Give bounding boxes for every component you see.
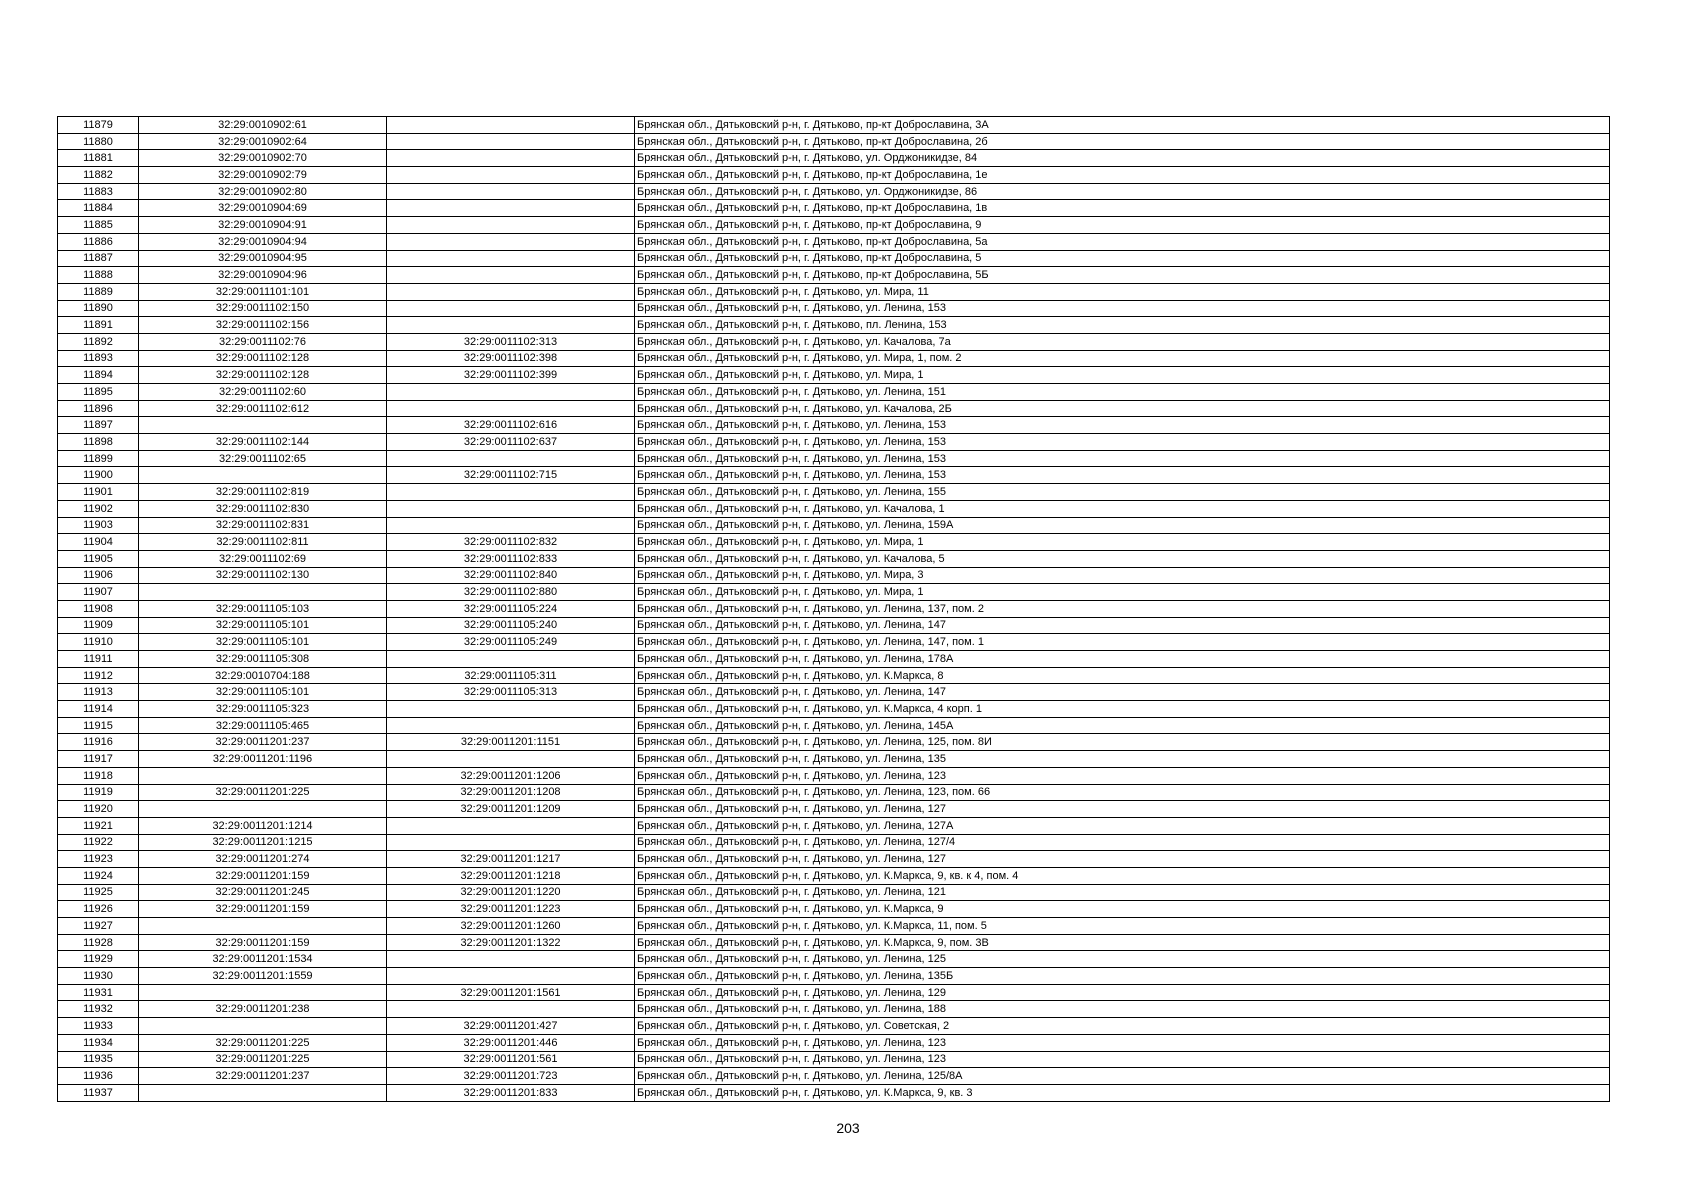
address-cell: Брянская обл., Дятьковский р-н, г. Дятьково, ул. Ленина, 127	[635, 801, 1610, 818]
row-number-cell: 11920	[58, 801, 139, 818]
table-row	[58, 384, 1610, 401]
address-cell: Брянская обл., Дятьковский р-н, г. Дятьково, ул. Мира, 1	[635, 367, 1610, 384]
cadastral-number-cell: 32:29:0011102:144	[139, 434, 387, 451]
row-number-cell: 11885	[58, 217, 139, 234]
address-cell: Брянская обл., Дятьковский р-н, г. Дятьково, ул. Ленина, 155	[635, 484, 1610, 501]
table-row	[58, 701, 1610, 718]
cadastral-number-cell: 32:29:0011201:237	[139, 1068, 387, 1085]
table-row	[58, 133, 1610, 150]
cadastral-number-cell: 32:29:0011102:128	[139, 350, 387, 367]
related-cadastral-number-cell: 32:29:0011102:840	[387, 567, 635, 584]
related-cadastral-number-cell: 32:29:0011201:833	[387, 1084, 635, 1101]
related-cadastral-number-cell	[387, 450, 635, 467]
cadastral-number-cell: 32:29:0011101:101	[139, 283, 387, 300]
address-cell: Брянская обл., Дятьковский р-н, г. Дятьково, ул. К.Маркса, 9, кв. 3	[635, 1084, 1610, 1101]
related-cadastral-number-cell: 32:29:0011102:833	[387, 550, 635, 567]
row-number-cell: 11894	[58, 367, 139, 384]
table-row	[58, 717, 1610, 734]
address-cell: Брянская обл., Дятьковский р-н, г. Дятьково, ул. Мира, 1, пом. 2	[635, 350, 1610, 367]
table-row	[58, 217, 1610, 234]
cadastral-number-cell: 32:29:0011102:60	[139, 384, 387, 401]
cadastral-number-cell: 32:29:0011105:308	[139, 651, 387, 668]
table-row	[58, 834, 1610, 851]
related-cadastral-number-cell	[387, 167, 635, 184]
table-row	[58, 467, 1610, 484]
cadastral-number-cell: 32:29:0011201:245	[139, 884, 387, 901]
related-cadastral-number-cell: 32:29:0011201:1218	[387, 867, 635, 884]
related-cadastral-number-cell: 32:29:0011201:446	[387, 1034, 635, 1051]
address-cell: Брянская обл., Дятьковский р-н, г. Дятьково, ул. Ленина, 127/4	[635, 834, 1610, 851]
address-cell: Брянская обл., Дятьковский р-н, г. Дятьково, ул. Ленина, 178А	[635, 651, 1610, 668]
table-row	[58, 1068, 1610, 1085]
cadastral-number-cell: 32:29:0011102:76	[139, 333, 387, 350]
row-number-cell: 11926	[58, 901, 139, 918]
related-cadastral-number-cell	[387, 233, 635, 250]
table-row	[58, 484, 1610, 501]
related-cadastral-number-cell	[387, 651, 635, 668]
table-row	[58, 634, 1610, 651]
table-row	[58, 117, 1610, 134]
cadastral-number-cell: 32:29:0011102:65	[139, 450, 387, 467]
table-row	[58, 534, 1610, 551]
address-cell: Брянская обл., Дятьковский р-н, г. Дятьково, ул. Орджоникидзе, 84	[635, 150, 1610, 167]
cadastral-number-cell: 32:29:0011201:1196	[139, 751, 387, 768]
cadastral-number-cell: 32:29:0010902:80	[139, 183, 387, 200]
cadastral-number-cell: 32:29:0011102:156	[139, 317, 387, 334]
row-number-cell: 11921	[58, 817, 139, 834]
related-cadastral-number-cell	[387, 951, 635, 968]
row-number-cell: 11896	[58, 400, 139, 417]
cadastral-number-cell: 32:29:0011201:159	[139, 934, 387, 951]
table-row	[58, 150, 1610, 167]
row-number-cell: 11928	[58, 934, 139, 951]
table-row	[58, 984, 1610, 1001]
table-row	[58, 517, 1610, 534]
related-cadastral-number-cell: 32:29:0011201:1206	[387, 767, 635, 784]
row-number-cell: 11883	[58, 183, 139, 200]
address-cell: Брянская обл., Дятьковский р-н, г. Дятьково, ул. Ленина, 153	[635, 417, 1610, 434]
cadastral-number-cell: 32:29:0011201:1559	[139, 968, 387, 985]
related-cadastral-number-cell: 32:29:0011102:398	[387, 350, 635, 367]
table-row	[58, 584, 1610, 601]
address-cell: Брянская обл., Дятьковский р-н, г. Дятьково, ул. Ленина, 125, пом. 8И	[635, 734, 1610, 751]
address-cell: Брянская обл., Дятьковский р-н, г. Дятьково, ул. Ленина, 153	[635, 300, 1610, 317]
address-cell: Брянская обл., Дятьковский р-н, г. Дятьково, ул. Мира, 1	[635, 584, 1610, 601]
cadastral-number-cell	[139, 1018, 387, 1035]
address-cell: Брянская обл., Дятьковский р-н, г. Дятьково, ул. Ленина, 127	[635, 851, 1610, 868]
address-cell: Брянская обл., Дятьковский р-н, г. Дятьково, ул. Ленина, 153	[635, 467, 1610, 484]
cadastral-number-cell: 32:29:0010902:64	[139, 133, 387, 150]
address-cell: Брянская обл., Дятьковский р-н, г. Дятьково, ул. Ленина, 147	[635, 617, 1610, 634]
row-number-cell: 11898	[58, 434, 139, 451]
related-cadastral-number-cell	[387, 183, 635, 200]
row-number-cell: 11916	[58, 734, 139, 751]
table-row	[58, 767, 1610, 784]
related-cadastral-number-cell: 32:29:0011102:616	[387, 417, 635, 434]
cadastral-number-cell: 32:29:0010904:91	[139, 217, 387, 234]
row-number-cell: 11907	[58, 584, 139, 601]
related-cadastral-number-cell: 32:29:0011201:1220	[387, 884, 635, 901]
address-cell: Брянская обл., Дятьковский р-н, г. Дятьково, пр-кт Доброславина, 5а	[635, 233, 1610, 250]
related-cadastral-number-cell	[387, 500, 635, 517]
cadastral-number-cell: 32:29:0011105:323	[139, 701, 387, 718]
related-cadastral-number-cell: 32:29:0011105:249	[387, 634, 635, 651]
cadastral-number-cell: 32:29:0010902:70	[139, 150, 387, 167]
row-number-cell: 11881	[58, 150, 139, 167]
cadastral-number-cell	[139, 801, 387, 818]
related-cadastral-number-cell: 32:29:0011201:1260	[387, 918, 635, 935]
table-row	[58, 500, 1610, 517]
table-row	[58, 667, 1610, 684]
registry-table	[57, 116, 1610, 1102]
related-cadastral-number-cell	[387, 250, 635, 267]
cadastral-number-cell: 32:29:0010902:61	[139, 117, 387, 134]
page-number: 203	[836, 1120, 860, 1136]
table-row	[58, 300, 1610, 317]
cadastral-number-cell: 32:29:0011102:150	[139, 300, 387, 317]
related-cadastral-number-cell	[387, 200, 635, 217]
table-row	[58, 817, 1610, 834]
cadastral-number-cell: 32:29:0011105:465	[139, 717, 387, 734]
row-number-cell: 11903	[58, 517, 139, 534]
address-cell: Брянская обл., Дятьковский р-н, г. Дятьково, ул. К.Маркса, 9, пом. 3В	[635, 934, 1610, 951]
related-cadastral-number-cell: 32:29:0011105:224	[387, 600, 635, 617]
row-number-cell: 11931	[58, 984, 139, 1001]
cadastral-number-cell: 32:29:0011201:237	[139, 734, 387, 751]
related-cadastral-number-cell: 32:29:0011105:313	[387, 684, 635, 701]
registry-table-body	[58, 117, 1610, 1102]
row-number-cell: 11897	[58, 417, 139, 434]
table-row	[58, 333, 1610, 350]
row-number-cell: 11904	[58, 534, 139, 551]
row-number-cell: 11905	[58, 550, 139, 567]
table-row	[58, 167, 1610, 184]
related-cadastral-number-cell	[387, 717, 635, 734]
row-number-cell: 11936	[58, 1068, 139, 1085]
address-cell: Брянская обл., Дятьковский р-н, г. Дятьково, ул. К.Маркса, 9	[635, 901, 1610, 918]
address-cell: Брянская обл., Дятьковский р-н, г. Дятьково, ул. Ленина, 188	[635, 1001, 1610, 1018]
address-cell: Брянская обл., Дятьковский р-н, г. Дятьково, ул. К.Маркса, 11, пом. 5	[635, 918, 1610, 935]
row-number-cell: 11882	[58, 167, 139, 184]
cadastral-number-cell: 32:29:0011201:159	[139, 901, 387, 918]
table-row	[58, 417, 1610, 434]
table-row	[58, 567, 1610, 584]
related-cadastral-number-cell: 32:29:0011201:1217	[387, 851, 635, 868]
address-cell: Брянская обл., Дятьковский р-н, г. Дятьково, ул. К.Маркса, 4 корп. 1	[635, 701, 1610, 718]
table-row	[58, 851, 1610, 868]
address-cell: Брянская обл., Дятьковский р-н, г. Дятьково, ул. Ленина, 123, пом. 66	[635, 784, 1610, 801]
address-cell: Брянская обл., Дятьковский р-н, г. Дятьково, ул. Ленина, 151	[635, 384, 1610, 401]
address-cell: Брянская обл., Дятьковский р-н, г. Дятьково, ул. Качалова, 2Б	[635, 400, 1610, 417]
table-row	[58, 884, 1610, 901]
related-cadastral-number-cell: 32:29:0011105:311	[387, 667, 635, 684]
row-number-cell: 11910	[58, 634, 139, 651]
related-cadastral-number-cell: 32:29:0011201:723	[387, 1068, 635, 1085]
table-row	[58, 734, 1610, 751]
cadastral-number-cell: 32:29:0011102:819	[139, 484, 387, 501]
address-cell: Брянская обл., Дятьковский р-н, г. Дятьково, ул. Ленина, 153	[635, 450, 1610, 467]
related-cadastral-number-cell	[387, 1001, 635, 1018]
table-row	[58, 1001, 1610, 1018]
address-cell: Брянская обл., Дятьковский р-н, г. Дятьково, ул. Ленина, 135	[635, 751, 1610, 768]
address-cell: Брянская обл., Дятьковский р-н, г. Дятьково, ул. Ленина, 125	[635, 951, 1610, 968]
related-cadastral-number-cell: 32:29:0011102:399	[387, 367, 635, 384]
row-number-cell: 11899	[58, 450, 139, 467]
row-number-cell: 11906	[58, 567, 139, 584]
address-cell: Брянская обл., Дятьковский р-н, г. Дятьково, ул. Качалова, 1	[635, 500, 1610, 517]
related-cadastral-number-cell	[387, 517, 635, 534]
table-row	[58, 918, 1610, 935]
related-cadastral-number-cell: 32:29:0011201:1209	[387, 801, 635, 818]
related-cadastral-number-cell	[387, 400, 635, 417]
address-cell: Брянская обл., Дятьковский р-н, г. Дятьково, ул. Ленина, 125/8А	[635, 1068, 1610, 1085]
address-cell: Брянская обл., Дятьковский р-н, г. Дятьково, ул. Мира, 3	[635, 567, 1610, 584]
row-number-cell: 11890	[58, 300, 139, 317]
table-row	[58, 550, 1610, 567]
table-row	[58, 684, 1610, 701]
row-number-cell: 11927	[58, 918, 139, 935]
address-cell: Брянская обл., Дятьковский р-н, г. Дятьково, ул. Ленина, 147	[635, 684, 1610, 701]
related-cadastral-number-cell	[387, 300, 635, 317]
address-cell: Брянская обл., Дятьковский р-н, г. Дятьково, пр-кт Доброславина, 5Б	[635, 267, 1610, 284]
table-row	[58, 600, 1610, 617]
address-cell: Брянская обл., Дятьковский р-н, г. Дятьково, пр-кт Доброславина, 3А	[635, 117, 1610, 134]
related-cadastral-number-cell: 32:29:0011105:240	[387, 617, 635, 634]
row-number-cell: 11934	[58, 1034, 139, 1051]
cadastral-number-cell	[139, 417, 387, 434]
address-cell: Брянская обл., Дятьковский р-н, г. Дятьково, пр-кт Доброславина, 5	[635, 250, 1610, 267]
row-number-cell: 11888	[58, 267, 139, 284]
cadastral-number-cell: 32:29:0011105:101	[139, 617, 387, 634]
cadastral-number-cell: 32:29:0011201:1215	[139, 834, 387, 851]
row-number-cell: 11915	[58, 717, 139, 734]
cadastral-number-cell: 32:29:0011105:101	[139, 634, 387, 651]
related-cadastral-number-cell	[387, 267, 635, 284]
table-row	[58, 801, 1610, 818]
cadastral-number-cell: 32:29:0011201:225	[139, 784, 387, 801]
table-row	[58, 350, 1610, 367]
table-row	[58, 450, 1610, 467]
table-row	[58, 434, 1610, 451]
cadastral-number-cell	[139, 984, 387, 1001]
address-cell: Брянская обл., Дятьковский р-н, г. Дятьково, пл. Ленина, 153	[635, 317, 1610, 334]
related-cadastral-number-cell	[387, 283, 635, 300]
row-number-cell: 11886	[58, 233, 139, 250]
address-cell: Брянская обл., Дятьковский р-н, г. Дятьково, ул. Ленина, 159А	[635, 517, 1610, 534]
address-cell: Брянская обл., Дятьковский р-н, г. Дятьково, ул. Ленина, 129	[635, 984, 1610, 1001]
row-number-cell: 11884	[58, 200, 139, 217]
related-cadastral-number-cell: 32:29:0011201:1223	[387, 901, 635, 918]
cadastral-number-cell: 32:29:0011201:238	[139, 1001, 387, 1018]
row-number-cell: 11922	[58, 834, 139, 851]
address-cell: Брянская обл., Дятьковский р-н, г. Дятьково, ул. Ленина, 145А	[635, 717, 1610, 734]
table-row	[58, 250, 1610, 267]
row-number-cell: 11911	[58, 651, 139, 668]
related-cadastral-number-cell	[387, 817, 635, 834]
address-cell: Брянская обл., Дятьковский р-н, г. Дятьково, ул. Ленина, 121	[635, 884, 1610, 901]
related-cadastral-number-cell: 32:29:0011102:313	[387, 333, 635, 350]
table-row	[58, 784, 1610, 801]
row-number-cell: 11879	[58, 117, 139, 134]
table-row	[58, 1084, 1610, 1101]
table-row	[58, 951, 1610, 968]
cadastral-number-cell: 32:29:0011102:128	[139, 367, 387, 384]
row-number-cell: 11935	[58, 1051, 139, 1068]
table-row	[58, 400, 1610, 417]
table-row	[58, 233, 1610, 250]
cadastral-number-cell: 32:29:0010704:188	[139, 667, 387, 684]
row-number-cell: 11880	[58, 133, 139, 150]
row-number-cell: 11889	[58, 283, 139, 300]
row-number-cell: 11908	[58, 600, 139, 617]
related-cadastral-number-cell	[387, 317, 635, 334]
cadastral-number-cell: 32:29:0011102:130	[139, 567, 387, 584]
row-number-cell: 11923	[58, 851, 139, 868]
related-cadastral-number-cell	[387, 968, 635, 985]
table-row	[58, 867, 1610, 884]
address-cell: Брянская обл., Дятьковский р-н, г. Дятьково, ул. Ленина, 137, пом. 2	[635, 600, 1610, 617]
row-number-cell: 11919	[58, 784, 139, 801]
cadastral-number-cell: 32:29:0011201:1534	[139, 951, 387, 968]
address-cell: Брянская обл., Дятьковский р-н, г. Дятьково, ул. Ленина, 123	[635, 1051, 1610, 1068]
cadastral-number-cell: 32:29:0011201:274	[139, 851, 387, 868]
cadastral-number-cell	[139, 467, 387, 484]
row-number-cell: 11924	[58, 867, 139, 884]
cadastral-number-cell: 32:29:0010904:94	[139, 233, 387, 250]
related-cadastral-number-cell: 32:29:0011201:1322	[387, 934, 635, 951]
related-cadastral-number-cell: 32:29:0011201:1208	[387, 784, 635, 801]
related-cadastral-number-cell: 32:29:0011201:1151	[387, 734, 635, 751]
related-cadastral-number-cell: 32:29:0011102:637	[387, 434, 635, 451]
row-number-cell: 11887	[58, 250, 139, 267]
address-cell: Брянская обл., Дятьковский р-н, г. Дятьково, ул. К.Маркса, 8	[635, 667, 1610, 684]
address-cell: Брянская обл., Дятьковский р-н, г. Дятьково, ул. Мира, 11	[635, 283, 1610, 300]
table-row	[58, 617, 1610, 634]
address-cell: Брянская обл., Дятьковский р-н, г. Дятьково, пр-кт Доброславина, 9	[635, 217, 1610, 234]
row-number-cell: 11909	[58, 617, 139, 634]
related-cadastral-number-cell	[387, 150, 635, 167]
row-number-cell: 11902	[58, 500, 139, 517]
related-cadastral-number-cell: 32:29:0011102:832	[387, 534, 635, 551]
table-row	[58, 968, 1610, 985]
row-number-cell: 11914	[58, 701, 139, 718]
related-cadastral-number-cell: 32:29:0011102:880	[387, 584, 635, 601]
address-cell: Брянская обл., Дятьковский р-н, г. Дятьково, ул. Ленина, 135Б	[635, 968, 1610, 985]
cadastral-number-cell: 32:29:0011201:159	[139, 867, 387, 884]
table-row	[58, 267, 1610, 284]
row-number-cell: 11930	[58, 968, 139, 985]
related-cadastral-number-cell	[387, 117, 635, 134]
cadastral-number-cell: 32:29:0011102:69	[139, 550, 387, 567]
cadastral-number-cell: 32:29:0011102:811	[139, 534, 387, 551]
address-cell: Брянская обл., Дятьковский р-н, г. Дятьково, ул. Ленина, 123	[635, 767, 1610, 784]
related-cadastral-number-cell: 32:29:0011102:715	[387, 467, 635, 484]
related-cadastral-number-cell	[387, 484, 635, 501]
address-cell: Брянская обл., Дятьковский р-н, г. Дятьково, пр-кт Доброславина, 1е	[635, 167, 1610, 184]
address-cell: Брянская обл., Дятьковский р-н, г. Дятьково, ул. Советская, 2	[635, 1018, 1610, 1035]
table-row	[58, 901, 1610, 918]
address-cell: Брянская обл., Дятьковский р-н, г. Дятьково, ул. Ленина, 123	[635, 1034, 1610, 1051]
related-cadastral-number-cell: 32:29:0011201:1561	[387, 984, 635, 1001]
related-cadastral-number-cell	[387, 384, 635, 401]
table-row	[58, 317, 1610, 334]
related-cadastral-number-cell	[387, 701, 635, 718]
related-cadastral-number-cell	[387, 834, 635, 851]
table-row	[58, 1018, 1610, 1035]
cadastral-number-cell: 32:29:0011201:225	[139, 1034, 387, 1051]
row-number-cell: 11900	[58, 467, 139, 484]
table-row	[58, 367, 1610, 384]
cadastral-number-cell: 32:29:0011105:103	[139, 600, 387, 617]
address-cell: Брянская обл., Дятьковский р-н, г. Дятьково, ул. Качалова, 5	[635, 550, 1610, 567]
table-row	[58, 934, 1610, 951]
address-cell: Брянская обл., Дятьковский р-н, г. Дятьково, ул. Мира, 1	[635, 534, 1610, 551]
address-cell: Брянская обл., Дятьковский р-н, г. Дятьково, ул. Ленина, 153	[635, 434, 1610, 451]
address-cell: Брянская обл., Дятьковский р-н, г. Дятьково, пр-кт Доброславина, 2б	[635, 133, 1610, 150]
cadastral-number-cell: 32:29:0011201:1214	[139, 817, 387, 834]
address-cell: Брянская обл., Дятьковский р-н, г. Дятьково, ул. Качалова, 7а	[635, 333, 1610, 350]
cadastral-number-cell	[139, 584, 387, 601]
table-row	[58, 283, 1610, 300]
cadastral-number-cell	[139, 1084, 387, 1101]
row-number-cell: 11929	[58, 951, 139, 968]
cadastral-number-cell: 32:29:0011105:101	[139, 684, 387, 701]
row-number-cell: 11912	[58, 667, 139, 684]
row-number-cell: 11933	[58, 1018, 139, 1035]
cadastral-number-cell: 32:29:0010904:96	[139, 267, 387, 284]
address-cell: Брянская обл., Дятьковский р-н, г. Дятьково, ул. К.Маркса, 9, кв. к 4, пом. 4	[635, 867, 1610, 884]
cadastral-number-cell	[139, 918, 387, 935]
cadastral-number-cell: 32:29:0011102:612	[139, 400, 387, 417]
row-number-cell: 11892	[58, 333, 139, 350]
row-number-cell: 11925	[58, 884, 139, 901]
address-cell: Брянская обл., Дятьковский р-н, г. Дятьково, ул. Ленина, 127А	[635, 817, 1610, 834]
table-row	[58, 1034, 1610, 1051]
cadastral-number-cell: 32:29:0010902:79	[139, 167, 387, 184]
cadastral-number-cell: 32:29:0011201:225	[139, 1051, 387, 1068]
cadastral-number-cell	[139, 767, 387, 784]
row-number-cell: 11937	[58, 1084, 139, 1101]
cadastral-number-cell: 32:29:0011102:830	[139, 500, 387, 517]
table-row	[58, 183, 1610, 200]
row-number-cell: 11893	[58, 350, 139, 367]
table-row	[58, 1051, 1610, 1068]
related-cadastral-number-cell	[387, 133, 635, 150]
related-cadastral-number-cell	[387, 217, 635, 234]
table-row	[58, 651, 1610, 668]
row-number-cell: 11901	[58, 484, 139, 501]
row-number-cell: 11932	[58, 1001, 139, 1018]
address-cell: Брянская обл., Дятьковский р-н, г. Дятьково, ул. Ленина, 147, пом. 1	[635, 634, 1610, 651]
related-cadastral-number-cell	[387, 751, 635, 768]
address-cell: Брянская обл., Дятьковский р-н, г. Дятьково, пр-кт Доброславина, 1в	[635, 200, 1610, 217]
row-number-cell: 11913	[58, 684, 139, 701]
row-number-cell: 11891	[58, 317, 139, 334]
row-number-cell: 11917	[58, 751, 139, 768]
related-cadastral-number-cell: 32:29:0011201:561	[387, 1051, 635, 1068]
row-number-cell: 11895	[58, 384, 139, 401]
cadastral-number-cell: 32:29:0010904:95	[139, 250, 387, 267]
address-cell: Брянская обл., Дятьковский р-н, г. Дятьково, ул. Орджоникидзе, 86	[635, 183, 1610, 200]
cadastral-number-cell: 32:29:0011102:831	[139, 517, 387, 534]
cadastral-number-cell: 32:29:0010904:69	[139, 200, 387, 217]
table-row	[58, 751, 1610, 768]
related-cadastral-number-cell: 32:29:0011201:427	[387, 1018, 635, 1035]
table-row	[58, 200, 1610, 217]
row-number-cell: 11918	[58, 767, 139, 784]
